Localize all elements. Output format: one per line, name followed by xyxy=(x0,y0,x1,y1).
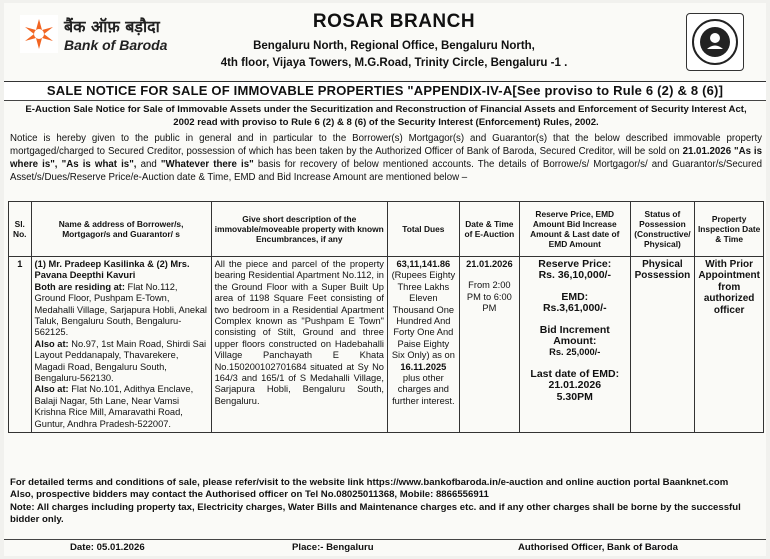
col-description: Give short description of the immovable/moveable property with known Encumbrances, if any xyxy=(211,202,387,257)
col-status: Status of Possession (Constructive/ Physical) xyxy=(630,202,695,257)
borrower-names: (1) Mr. Pradeep Kasilinka & (2) Mrs. Pavana Deepthi Kavuri xyxy=(34,259,190,281)
emblem-icon xyxy=(687,14,743,70)
notice-footer xyxy=(10,477,762,527)
property-table xyxy=(8,201,764,433)
notice-banner: SALE NOTICE FOR SALE OF IMMOVABLE PROPERTIES "APPENDIX-IV-A[See proviso to Rule 6 (2) & 8 (6)] xyxy=(4,82,766,101)
footer-terms: For detailed terms and conditions of sale, please refer/visit to the website link https://www.bankofbaroda.in/e-auction and online auction portal Baanknet.com xyxy=(10,477,729,488)
col-borrower: Name & address of Borrower/s, Mortgagor/s and Guarantor/ s xyxy=(31,202,211,257)
bank-logo xyxy=(20,15,200,55)
col-reserve: Reserve Price, EMD Amount Bid Increase Amount & Last date of EMD Amount xyxy=(519,202,630,257)
cell-auction-date: 21.01.2026 From 2:00 PM to 6:00 PM xyxy=(459,257,519,433)
col-inspection: Property Inspection Date & Time xyxy=(695,202,764,257)
table-row xyxy=(9,257,764,433)
col-sl: Sl. No. xyxy=(9,202,32,257)
cell-description: All the piece and parcel of the property bearing Residential Apartment No.112, in the Ground Floor with a Super Built Up area of 1198 Square Feet consisting of two bedroom in a Residential Apartment Complex known as "Pushpam E Town" consisting of Stilt, Ground and three upper floors constructed on Hadebahalli Village Panchayath E Khata No.150200102701684 situated at Sy No 164/3 and 165/1 of S Medahalli Village, Sarjapura Hobli, Bengaluru South, Bengaluru. xyxy=(211,257,387,433)
cell-borrower: (1) Mr. Pradeep Kasilinka & (2) Mrs. Pavana Deepthi Kavuri Both are residing at: Flat No.112, Ground Floor, Pushpam E-Town, Medahalli Village, Sarjapura Hobli, Anekal Taluk, Bengaluru South, Bengaluru-562125. Also at: No.97, 1st Main Road, Shirdi Sai Layout Peddanapaly, Thavarekere, Magadi Road, Bengaluru South, Bengaluru-562130. Also at: Flat No.101, Adithya Enclave, Balaji Nagar, 5th Lane, Near Vamsi Krishna Rice Mill, Amaravathi Road, Guntur, Andhra Pradesh-522007. xyxy=(31,257,211,433)
notice-header xyxy=(4,3,766,82)
cell-sl: 1 xyxy=(9,257,32,433)
address-line: Bengaluru North, Regional Office, Bengaluru North, xyxy=(253,40,535,52)
brand-english: Bank of Baroda xyxy=(64,37,168,53)
signature-officer: Authorised Officer, Bank of Baroda xyxy=(518,542,678,553)
col-dues: Total Dues xyxy=(387,202,459,257)
footer-contact: Also, prospective bidders may contact the Authorised officer on Tel No.08025011368, Mobile: 8866556911 xyxy=(10,489,489,501)
sale-notice-page xyxy=(4,3,766,556)
cell-dues: 63,11,141.86 (Rupees Eighty Three Lakhs Eleven Thousand One Hundred And Forty One And Paise Eighty Six Only) as on 16.11.2025 plus other charges and further interest. xyxy=(387,257,459,433)
sale-date: 21.01.2026 xyxy=(682,146,732,157)
branch-title: ROSAR BRANCH xyxy=(312,11,476,32)
signature-date: Date: 05.01.2026 xyxy=(70,542,145,553)
address-line: 4th floor, Vijaya Towers, M.G.Road, Trinity Circle, Bengaluru -1 . xyxy=(220,57,568,69)
signature-line xyxy=(4,539,766,555)
branch-address xyxy=(209,38,579,72)
brand-hindi: बैंक ऑफ़ बड़ौदा xyxy=(64,17,160,36)
table-header-row xyxy=(9,202,764,257)
footer-note: Note: All charges including property tax, Electricity charges, Water Bills and Maintenance charges etc. and if any other charges shall be borne by the successful bidder only. xyxy=(10,501,741,526)
cell-reserve: Reserve Price: Rs. 36,10,000/- EMD: Rs.3,61,000/- Bid Increment Amount: Rs. 25,000/- Last date of EMD: 21.01.2026 5.30PM xyxy=(519,257,630,433)
notice-body: Notice is hereby given to the public in general and in particular to the Borrower(s) Mortgagor(s) and Guarantor(s) that the below described immovable property mortgaged/charged to Secured Creditor, possession of which has been taken by the Authorized Officer of Bank of Baroda, Secured Creditor, will be sold on 21.01.2026 "As is where is", "As is what is", and "Whatever there is" basis for recovery of below mentioned accounts. The details of Borrowe/s/ Mortgagor/s/ and Guarantor/s/Secured Asset/s/Dues/Reserve Price/e-Auction date & Time, EMD and Bid Increase Amount are mentioned below – xyxy=(10,133,763,183)
cell-inspection: With Prior Appointment from authorized officer xyxy=(695,257,764,433)
notice-subtitle: E-Auction Sale Notice for Sale of Immovable Assets under the Securitization and Reconstruction of Financial Assets and Enforcement of Security Interest Act, 2002 read with proviso to Rule 6 (2) & 8 (6) of the Security Interest (Enforcement) Rules, 2002. xyxy=(25,104,747,128)
signature-place: Place:- Bengaluru xyxy=(292,542,374,553)
col-auction-date: Date & Time of E-Auction xyxy=(459,202,519,257)
baroda-sun-icon xyxy=(20,15,58,55)
sarfaesi-emblem xyxy=(686,13,744,71)
cell-status: Physical Possession xyxy=(630,257,695,433)
